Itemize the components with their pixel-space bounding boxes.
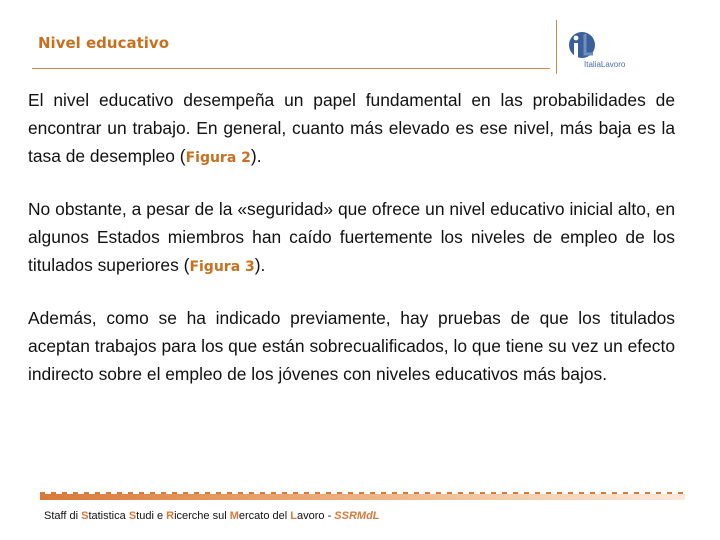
footer-initial: R	[166, 510, 175, 522]
paragraph-2	[28, 195, 675, 281]
paragraph-1-end: ).	[250, 146, 262, 166]
footer-part: avoro -	[297, 510, 335, 522]
slide-title: Nivel educativo	[38, 34, 170, 52]
footer-initial: M	[229, 510, 239, 522]
footer-brand: SSRMdL	[334, 510, 380, 522]
footer-part: ercato del	[238, 510, 291, 522]
italialavoro-logo-icon	[566, 28, 626, 62]
paragraph-2-text: No obstante, a pesar de la «seguridad» que ofrece un nivel educativo inicial alto, en algunos Estados miembros han caído fuertemente los niveles de empleo de los titulados superiores (	[28, 199, 675, 275]
paragraph-1	[28, 86, 675, 172]
figure-2-link[interactable]: Figura 2	[185, 150, 251, 166]
footer-decor-band	[40, 494, 685, 500]
footer-part: icerche sul	[174, 510, 230, 522]
footer-initial: S	[128, 510, 137, 522]
paragraph-3	[28, 304, 675, 388]
footer-initial: S	[81, 510, 89, 522]
logo-text: ItaliaLavoro	[584, 60, 626, 69]
footer-part: tudi e	[136, 510, 167, 522]
footer-initial: L	[290, 510, 297, 522]
figure-3-link[interactable]: Figura 3	[189, 259, 255, 275]
logo	[566, 28, 686, 76]
footer-part: tatistica	[88, 510, 129, 522]
paragraph-1-text: El nivel educativo desempeña un papel fundamental en las probabilidades de encontrar un trabajo. En general, cuanto más elevado es ese nivel, más baja es la tasa de desempleo (	[28, 90, 675, 166]
footer-credit	[44, 510, 380, 522]
header-divider	[32, 68, 550, 69]
paragraph-3-text: Además, como se ha indicado previamente, hay pruebas de que los titulados aceptan trabajos para los que están sobrecualificados, lo que tiene su vez un efecto indirecto sobre el empleo de los jóvenes con niveles educativos más bajos.	[28, 308, 675, 384]
header-vertical-divider	[556, 20, 557, 74]
paragraph-2-end: ).	[254, 255, 266, 275]
footer-part: Staff di	[44, 510, 82, 522]
